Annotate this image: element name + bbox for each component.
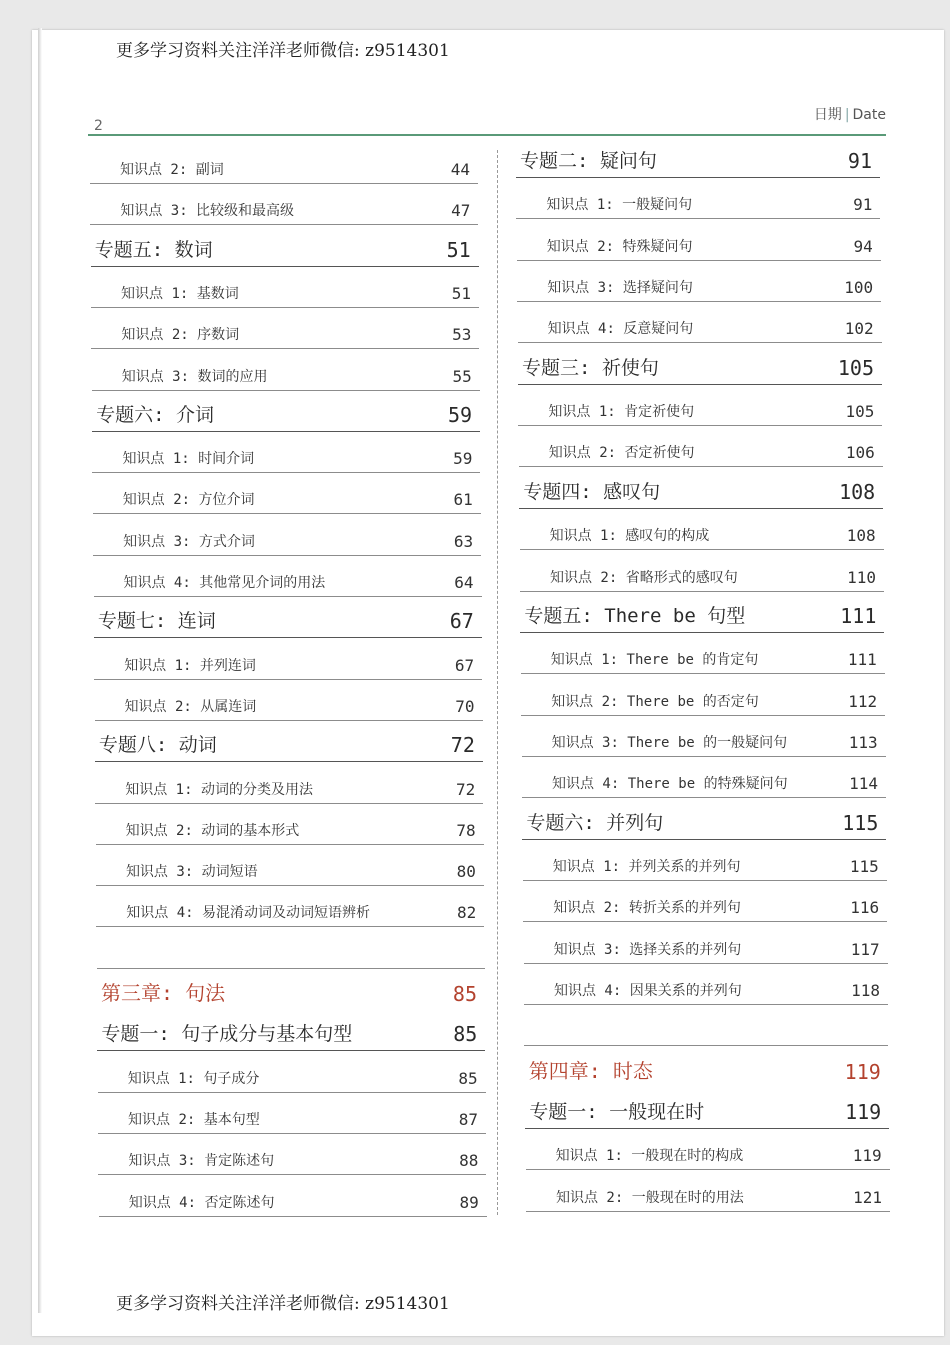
toc-page-number: 67 xyxy=(449,609,474,634)
toc-label: 专题六: 介词 xyxy=(96,403,214,426)
toc-label: 知识点 1: There be 的肯定句 xyxy=(550,652,759,669)
toc-label: 知识点 2: 序数词 xyxy=(121,327,240,344)
toc-page-number: 72 xyxy=(450,733,475,758)
toc-page-number: 105 xyxy=(837,355,874,380)
toc-item xyxy=(521,634,885,674)
watermark-top: 更多学习资料关注洋洋老师微信: z9514301 xyxy=(116,41,450,61)
toc-label: 专题一: 一般现在时 xyxy=(529,1101,705,1124)
toc-label: 专题二: 疑问句 xyxy=(520,150,657,172)
toc-label: 知识点 1: 句子成分 xyxy=(127,1070,260,1087)
toc-item xyxy=(526,1130,890,1170)
toc-label: 知识点 2: There be 的否定句 xyxy=(551,693,759,710)
toc-label: 知识点 2: 转折关系的并列句 xyxy=(553,900,741,917)
toc-page-number: 82 xyxy=(457,903,477,923)
toc-label: 第四章: 时态 xyxy=(528,1058,653,1083)
toc-page-number: 108 xyxy=(846,526,876,546)
date-label-en: Date xyxy=(852,107,886,123)
toc-label: 知识点 3: 方式介词 xyxy=(123,533,255,550)
toc-topic xyxy=(94,598,482,638)
toc-item xyxy=(93,474,481,514)
toc-page-number: 111 xyxy=(847,650,877,670)
toc-label: 知识点 1: 并列关系的并列句 xyxy=(552,858,741,875)
toc-item xyxy=(90,185,478,225)
toc-page-number: 85 xyxy=(452,982,477,1006)
toc-label: 第三章: 句法 xyxy=(101,981,226,1005)
toc-blank-row xyxy=(97,929,485,969)
toc-topic xyxy=(97,1011,485,1051)
toc-page-number: 63 xyxy=(453,531,474,551)
toc-page-number: 44 xyxy=(450,160,470,179)
toc-topic xyxy=(91,227,479,267)
toc-page-number: 78 xyxy=(456,820,476,840)
toc-label: 知识点 2: 动词的基本形式 xyxy=(125,822,300,839)
toc-page-number: 112 xyxy=(848,691,878,711)
toc-item xyxy=(522,758,886,798)
toc-item xyxy=(92,351,480,391)
toc-page-number: 70 xyxy=(455,696,475,716)
toc-label: 知识点 3: 比较级和最高级 xyxy=(120,203,295,220)
toc-label: 知识点 2: 一般现在时的用法 xyxy=(556,1189,744,1206)
toc-chapter xyxy=(97,970,485,1010)
toc-label: 专题六: 并列句 xyxy=(526,811,664,834)
toc-label: 知识点 2: 基本句型 xyxy=(128,1111,260,1128)
toc-label: 知识点 3: 数词的应用 xyxy=(121,368,268,385)
toc-label: 知识点 1: 一般疑问句 xyxy=(546,197,693,214)
toc-label: 知识点 2: 省略形式的感叹句 xyxy=(550,569,738,586)
toc-page-number: 89 xyxy=(459,1192,479,1212)
toc-label: 知识点 4: 因果关系的并列句 xyxy=(554,983,742,999)
toc-page-number: 118 xyxy=(851,981,880,1000)
toc-page-number: 53 xyxy=(452,325,472,345)
toc-page-number: 115 xyxy=(842,810,879,835)
header-rule xyxy=(88,134,886,136)
toc-item xyxy=(98,1094,486,1134)
toc-page-number: 102 xyxy=(844,319,874,339)
toc-label: 知识点 2: 副词 xyxy=(120,162,224,178)
toc-page-number: 85 xyxy=(453,1022,478,1047)
toc-item xyxy=(520,552,884,592)
toc-label: 知识点 3: 动词短语 xyxy=(125,864,258,881)
date-label xyxy=(814,104,886,124)
toc-item xyxy=(519,427,883,467)
toc-label: 知识点 4: 其他常见介词的用法 xyxy=(123,575,326,591)
toc-label: 知识点 4: There be 的特殊疑问句 xyxy=(552,776,788,793)
toc-label: 专题七: 连词 xyxy=(97,610,216,633)
toc-page-number: 100 xyxy=(844,278,874,298)
toc-page-number: 105 xyxy=(845,402,875,422)
toc-label: 知识点 4: 易混淆动词及动词短语辨析 xyxy=(126,905,371,922)
toc-page-number: 108 xyxy=(839,479,876,504)
toc-page-number: 51 xyxy=(446,237,471,262)
toc-topic xyxy=(525,1089,889,1129)
toc-item xyxy=(523,882,887,922)
toc-item xyxy=(94,557,482,597)
toc-item xyxy=(93,516,481,556)
toc-page-number: 116 xyxy=(850,898,880,918)
toc-item xyxy=(94,640,482,680)
toc-chapter xyxy=(525,1048,889,1088)
toc-label: 知识点 2: 从属连词 xyxy=(124,698,257,715)
toc-item xyxy=(91,268,479,308)
toc-item xyxy=(526,1172,890,1212)
toc-page-number: 121 xyxy=(853,1187,882,1207)
toc-label: 专题三: 祈使句 xyxy=(522,356,659,379)
toc-item xyxy=(98,1053,486,1093)
toc-item xyxy=(90,144,478,184)
toc-item xyxy=(96,805,484,845)
toc-item xyxy=(524,965,888,1005)
column-divider xyxy=(497,150,498,1215)
toc-label: 知识点 3: There be 的一般疑问句 xyxy=(551,734,788,751)
toc-item xyxy=(92,433,480,473)
toc-item xyxy=(524,924,888,964)
toc-page-number: 113 xyxy=(848,732,878,752)
toc-topic xyxy=(95,722,483,762)
toc-item xyxy=(518,303,882,343)
toc-topic xyxy=(520,593,884,633)
toc-topic xyxy=(516,138,880,178)
toc-label: 知识点 2: 特殊疑问句 xyxy=(546,238,693,255)
toc-label: 知识点 1: 一般现在时的构成 xyxy=(555,1148,744,1165)
toc-page-number: 88 xyxy=(459,1151,479,1171)
toc-item xyxy=(521,676,885,716)
page-number: 2 xyxy=(94,118,103,134)
toc-page-number: 110 xyxy=(847,567,876,587)
toc-label: 知识点 1: 感叹句的构成 xyxy=(549,528,710,545)
toc-page-number: 91 xyxy=(847,149,872,173)
toc-topic xyxy=(522,800,886,840)
toc-page-number: 59 xyxy=(448,402,473,427)
toc-page-number: 119 xyxy=(844,1059,881,1084)
toc-label: 知识点 3: 选择疑问句 xyxy=(547,280,693,297)
toc-topic xyxy=(518,345,882,385)
toc-page-number: 51 xyxy=(451,283,472,303)
toc-topic xyxy=(92,392,480,432)
toc-item xyxy=(517,262,881,302)
toc-page-number: 87 xyxy=(458,1109,479,1129)
toc-page-number: 85 xyxy=(458,1068,478,1088)
toc-page-number: 47 xyxy=(451,201,471,221)
toc-label: 专题八: 动词 xyxy=(98,734,217,757)
toc-blank-row xyxy=(524,1006,888,1046)
toc-label: 专题一: 句子成分与基本句型 xyxy=(101,1023,353,1046)
watermark-bottom: 更多学习资料关注洋洋老师微信: z9514301 xyxy=(116,1294,450,1314)
toc-label: 知识点 2: 否定祈使句 xyxy=(548,445,695,462)
page-edge-shadow xyxy=(38,28,42,1313)
toc-item xyxy=(91,309,479,349)
toc-page-number: 115 xyxy=(849,856,879,876)
toc-item xyxy=(99,1177,487,1217)
toc-label: 专题五: 数词 xyxy=(94,238,213,261)
toc-page-number: 111 xyxy=(840,603,877,628)
toc-label: 专题五: There be 句型 xyxy=(524,604,746,627)
toc-label: 专题四: 感叹句 xyxy=(523,480,661,503)
toc-item xyxy=(96,846,484,886)
toc-label: 知识点 1: 基数词 xyxy=(121,285,239,302)
toc-item xyxy=(95,764,483,804)
date-separator: | xyxy=(844,107,850,123)
toc-label: 知识点 1: 肯定祈使句 xyxy=(548,404,695,421)
toc-page-number: 119 xyxy=(852,1146,882,1166)
toc-page-number: 80 xyxy=(456,862,476,882)
toc-item xyxy=(95,681,483,721)
toc-label: 知识点 4: 否定陈述句 xyxy=(128,1194,275,1211)
toc-item xyxy=(518,386,882,426)
toc-page-number: 72 xyxy=(455,779,476,799)
toc-page-number: 61 xyxy=(453,490,473,510)
toc-page-number: 94 xyxy=(853,236,873,256)
toc-page-number: 64 xyxy=(454,573,474,592)
toc-item xyxy=(516,179,880,219)
toc-item xyxy=(523,841,887,881)
toc-item xyxy=(96,887,484,927)
date-label-cn: 日期 xyxy=(813,107,842,123)
toc-label: 知识点 1: 并列连词 xyxy=(124,657,256,674)
toc-page-number: 119 xyxy=(845,1100,882,1125)
toc-item xyxy=(522,717,886,757)
toc-label: 知识点 2: 方位介词 xyxy=(122,492,255,509)
toc-page-number: 67 xyxy=(454,655,475,675)
toc-page-number: 91 xyxy=(853,195,873,215)
toc-label: 知识点 4: 反意疑问句 xyxy=(547,321,694,338)
toc-label: 知识点 1: 动词的分类及用法 xyxy=(125,781,313,798)
toc-page-number: 55 xyxy=(452,366,472,386)
toc-label: 知识点 3: 肯定陈述句 xyxy=(128,1153,275,1170)
toc-item xyxy=(517,221,881,261)
toc-page-number: 117 xyxy=(850,939,880,959)
toc-label: 知识点 3: 选择关系的并列句 xyxy=(553,941,742,958)
toc-label: 知识点 1: 时间介词 xyxy=(122,451,255,468)
toc-page-number: 106 xyxy=(845,443,875,463)
toc-item xyxy=(98,1135,486,1175)
toc-page-number: 59 xyxy=(453,449,473,469)
toc-topic xyxy=(519,469,883,509)
toc-page-number: 114 xyxy=(849,774,878,794)
toc-item xyxy=(520,510,884,550)
